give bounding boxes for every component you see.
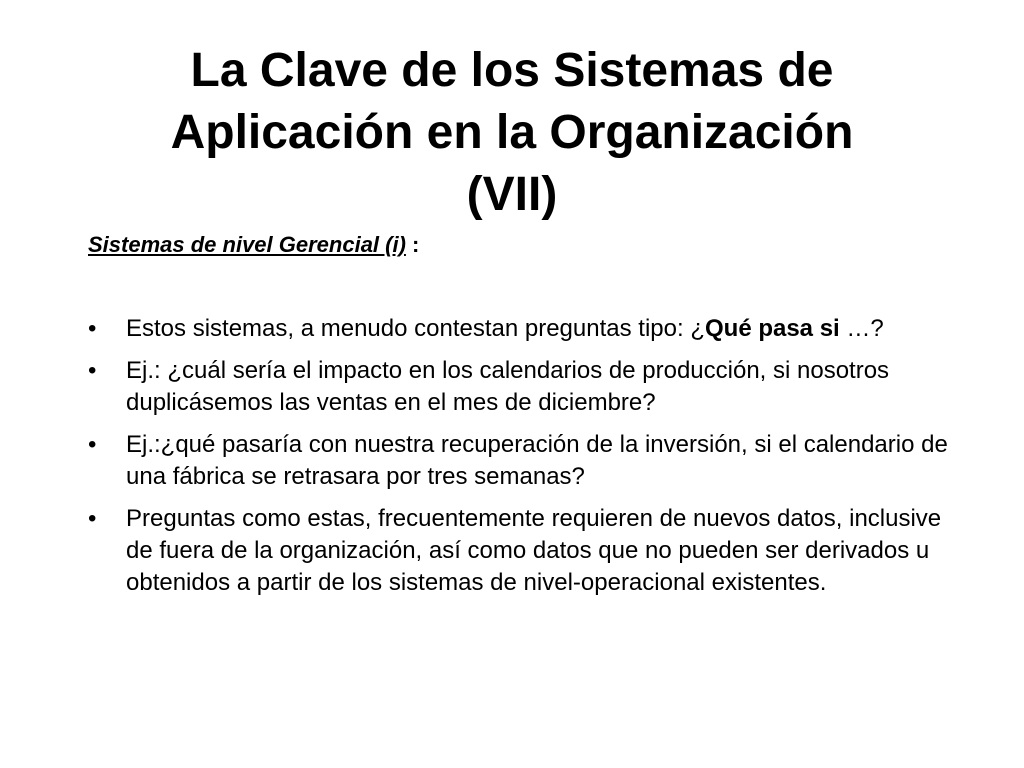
bullet-text: Ej.: ¿cuál sería el impacto en los calendarios de producción, si nosotros duplicásemos las ventas en el mes de diciembre? [126,357,890,416]
title-line-1: La Clave de los Sistemas de [190,44,834,97]
bullet-text-bold: Qué pasa si [704,315,840,342]
bullet-dot-icon: • [88,315,97,342]
bullet-item [88,313,968,345]
bullet-text-before: Estos sistemas, a menudo contestan preguntas tipo: ¿ [126,315,705,342]
bullet-item [88,355,968,419]
subtitle-colon: : [412,232,420,257]
slide-title [60,40,964,226]
bullet-text: Ej.:¿qué pasaría con nuestra recuperación de la inversión, si el calendario de una fábrica se retrasara por tres semanas? [126,431,948,490]
bullet-text-after: …? [839,315,884,342]
bullet-text: Preguntas como estas, frecuentemente requieren de nuevos datos, inclusive de fuera de la organización, así como datos que no pueden ser derivados u obtenidos a partir de los sistemas de nivel-operacional existentes. [126,505,942,596]
subtitle-text: Sistemas de nivel Gerencial (i) [88,232,406,257]
title-line-3: (VII) [466,168,558,221]
bullet-item [88,429,968,493]
section-subtitle [88,230,419,260]
bullet-list [88,313,968,609]
title-line-2: Aplicación en la Organización [170,106,854,159]
bullet-dot-icon: • [88,505,97,532]
bullet-dot-icon: • [88,431,97,458]
bullet-dot-icon: • [88,357,97,384]
bullet-item [88,503,968,599]
